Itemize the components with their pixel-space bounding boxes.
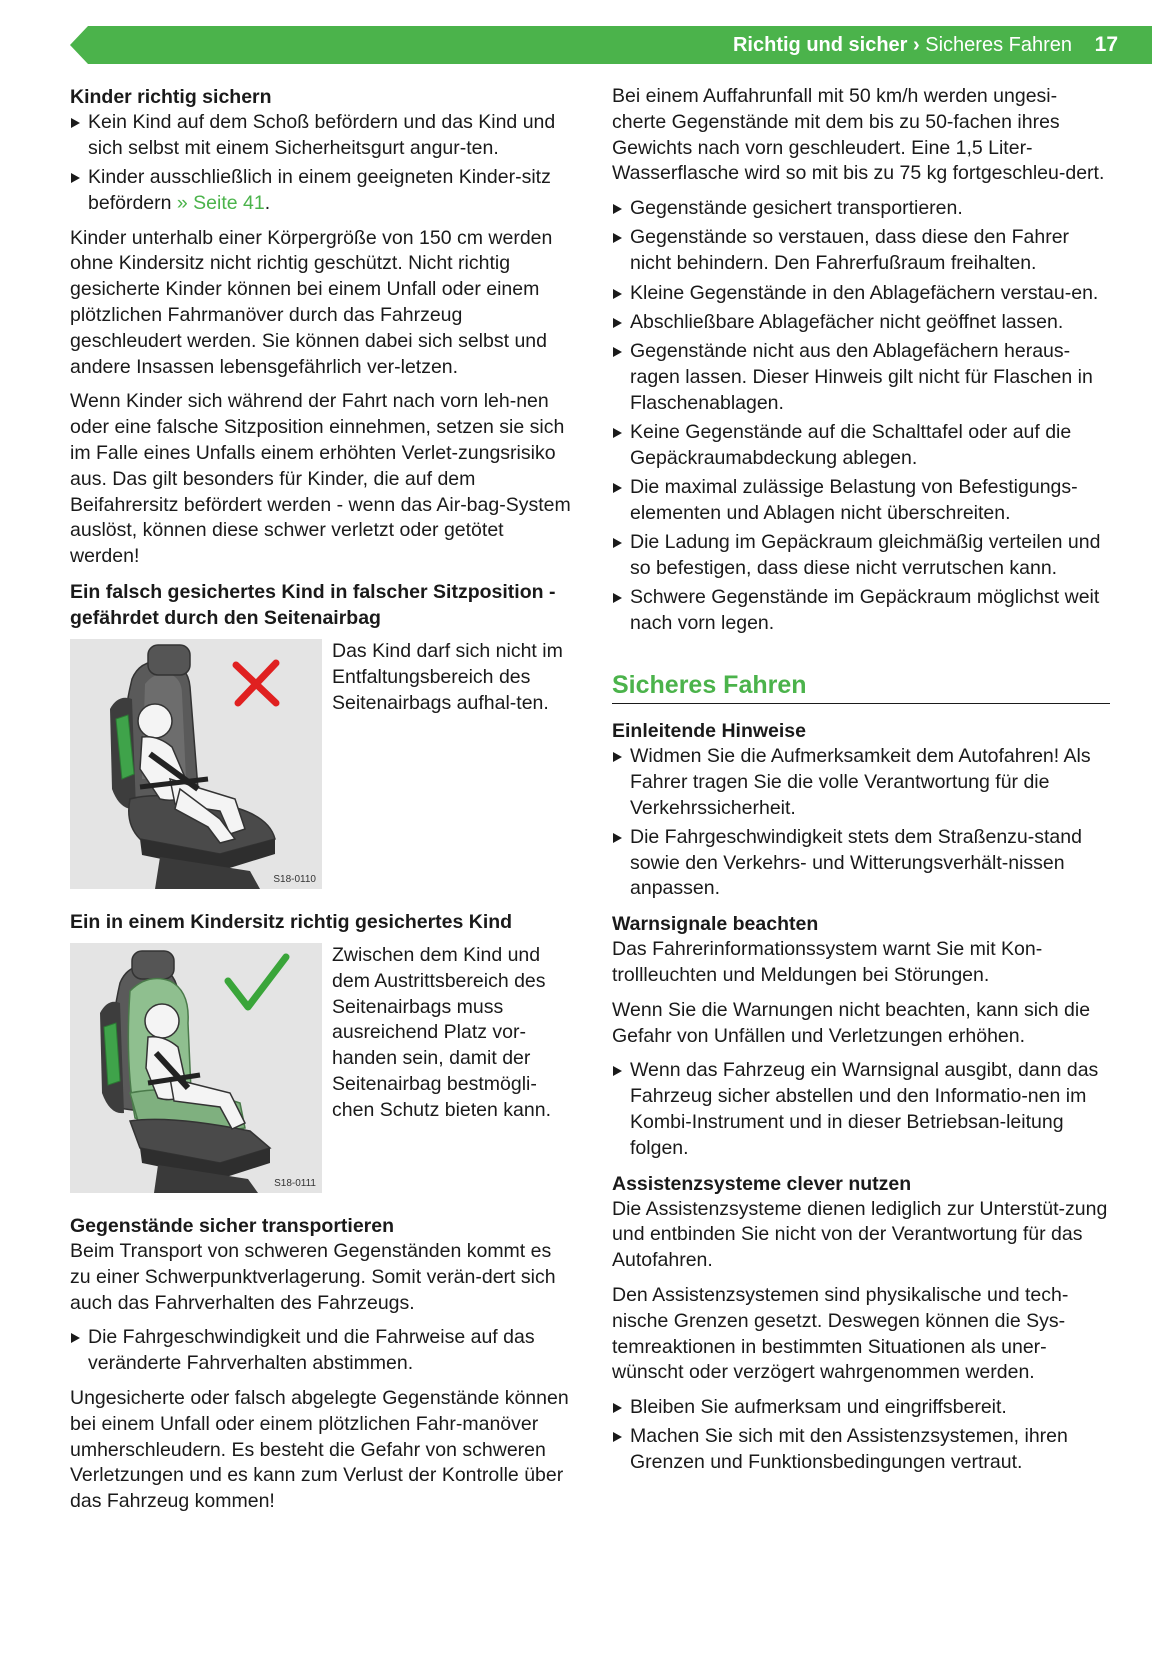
list-item	[612, 281, 1110, 307]
section-title-sicheres-fahren: Sicheres Fahren	[612, 669, 1110, 704]
triangle-bullet-icon	[613, 428, 622, 438]
assist-paragraph-1: Die Assistenzsysteme dienen lediglich zur Unterstüt-zung und entbinden Sie nicht von der Verantwortung für das Autofahren.	[612, 1197, 1108, 1272]
kinder-bullet-list	[70, 110, 574, 217]
warn-heading: Warnsignale beachten	[612, 913, 819, 936]
triangle-bullet-icon	[613, 1066, 622, 1076]
left-column	[70, 84, 574, 1524]
figure-2-text: Zwischen dem Kind und dem Austrittsbereich des Seitenairbags muss ausreichend Platz vor-handen sein, damit der Seitenairbag bestmögli-chen Schutz bieten kann.	[332, 944, 551, 1121]
header-chapter: Richtig und sicher	[732, 34, 908, 56]
bullet-text: Die Ladung im Gepäckraum gleichmäßig verteilen und so befestigen, dass diese nicht verrutschen kann.	[630, 531, 1101, 580]
bullet-text: Abschließbare Ablagefächer nicht geöffnet lassen.	[630, 310, 1064, 333]
check-mark-icon	[228, 957, 286, 1007]
list-item	[612, 585, 1110, 637]
bullet-text: Kein Kind auf dem Schoß befördern und das Kind und sich selbst mit einem Sicherheitsgurt angur-ten.	[88, 111, 556, 159]
warn-paragraph-2: Wenn Sie die Warnungen nicht beachten, kann sich die Gefahr von Unfällen und Verletzungen erhöhen.	[612, 998, 1091, 1047]
figure-2-code: S18-0111	[274, 1178, 316, 1190]
triangle-bullet-icon	[71, 1333, 80, 1343]
bullet-text: Kinder ausschließlich in einem geeigneten Kinder-sitz befördern	[88, 166, 551, 214]
list-item	[612, 225, 1110, 277]
bullet-text: Kleine Gegenstände in den Ablagefächern verstau-en.	[630, 281, 1099, 304]
assist-heading: Assistenzsysteme clever nutzen	[612, 1172, 912, 1195]
bullet-text: Widmen Sie die Aufmerksamkeit dem Autofahren! Als Fahrer tragen Sie die volle Verantwortung für die Verkehrssicherheit.	[630, 744, 1091, 819]
triangle-bullet-icon	[71, 173, 80, 183]
bullet-text-end: .	[264, 191, 271, 214]
transport-heading: Gegenstände sicher transportieren	[70, 1215, 395, 1238]
list-item	[70, 165, 574, 217]
seat-child-wrong-illustration	[70, 639, 322, 889]
triangle-bullet-icon	[613, 538, 622, 548]
page-41-link[interactable]: » Seite 41	[176, 191, 265, 214]
list-item	[612, 1424, 1110, 1476]
bullet-text: Die Fahrgeschwindigkeit und die Fahrweise auf das veränderte Fahrverhalten abstimmen.	[88, 1326, 535, 1375]
warn-bullet-list	[612, 1058, 1110, 1161]
list-item	[612, 744, 1110, 821]
right-column	[612, 84, 1110, 1485]
intro-paragraph: Bei einem Auffahrunfall mit 50 km/h werden ungesi-cherte Gegenstände mit dem bis zu 50-fachen ihres Gewichts nach vorn geschleudert. Eine 1,5 Liter-Wasserflasche wird so mit bis zu 75 kg fortgeschleu-dert.	[612, 85, 1105, 185]
assist-paragraph-2: Den Assistenzsystemen sind physikalische und tech-nische Grenzen gesetzt. Deswegen können die Sys-temreaktionen in bestimmten Situationen als uner-wünscht oder verzögert wahrgenommen werden.	[612, 1283, 1069, 1384]
kinder-heading: Kinder richtig sichern	[70, 86, 272, 108]
list-item	[612, 475, 1110, 527]
bullet-text: Schwere Gegenstände im Gepäckraum möglichst weit nach vorn legen.	[630, 586, 1100, 635]
triangle-bullet-icon	[613, 1403, 622, 1413]
list-item	[612, 1058, 1110, 1161]
assist-bullet-list	[612, 1395, 1110, 1476]
triangle-bullet-icon	[613, 483, 622, 493]
figure-1-text: Das Kind darf sich nicht im Entfaltungsbereich des Seitenairbags aufhal-ten.	[332, 640, 563, 714]
list-item	[612, 825, 1110, 902]
triangle-bullet-icon	[613, 204, 622, 214]
seat-child-right-illustration	[70, 943, 322, 1193]
figure-2	[70, 943, 574, 1199]
figure-2-caption: Ein in einem Kindersitz richtig gesichertes Kind	[70, 911, 513, 934]
bullet-text: Wenn das Fahrzeug ein Warnsignal ausgibt, dann das Fahrzeug sicher abstellen und den Informatio-nen im Kombi-Instrument und in dieser Betriebsan-leitung folgen.	[630, 1059, 1099, 1159]
triangle-bullet-icon	[71, 118, 80, 128]
list-item	[612, 196, 1110, 222]
list-item	[612, 420, 1110, 472]
bullet-text: Machen Sie sich mit den Assistenzsystemen, ihren Grenzen und Funktionsbedingungen vertraut.	[630, 1425, 1068, 1474]
transport-paragraph-2: Ungesicherte oder falsch abgelegte Gegenstände können bei einem Unfall oder einem plötzlichen Fahr-manöver umherschleudern. Es besteht die Gefahr von schweren Verletzungen und es kann zum Verlust der Kontrolle über das Fahrzeug kommen!	[70, 1387, 569, 1513]
transport-paragraph-1: Beim Transport von schweren Gegenständen kommt es zu einer Schwerpunktverlagerung. Somit verän-dert sich auch das Fahrverhalten des Fahrzeugs.	[70, 1240, 556, 1314]
einleitende-heading: Einleitende Hinweise	[612, 719, 806, 742]
bullet-text: Die maximal zulässige Belastung von Befestigungs-elementen und Ablagen nicht überschreiten.	[630, 476, 1078, 524]
list-item	[612, 1395, 1110, 1421]
cross-mark-icon	[236, 663, 276, 703]
list-item	[70, 110, 574, 162]
bullet-text: Die Fahrgeschwindigkeit stets dem Straßenzu-stand sowie den Verkehrs- und Witterungsverhält-nissen anpassen.	[630, 825, 1082, 900]
header-breadcrumb	[733, 34, 1072, 57]
figure-1	[70, 639, 574, 895]
triangle-bullet-icon	[613, 1432, 622, 1442]
figure-1-caption: Ein falsch gesichertes Kind in falscher Sitzposition - gefährdet durch den Seitenairbag	[70, 581, 556, 630]
figure-2-image	[70, 943, 322, 1193]
triangle-bullet-icon	[613, 233, 622, 243]
header-section: Sicheres Fahren	[925, 34, 1072, 56]
bullet-text: Bleiben Sie aufmerksam und eingriffsbereit.	[630, 1396, 1007, 1419]
triangle-bullet-icon	[613, 318, 622, 328]
einleitende-bullet-list	[612, 744, 1110, 902]
figure-1-image	[70, 639, 322, 889]
warn-paragraph-1: Das Fahrerinformationssystem warnt Sie mit Kon-trollleuchten und Meldungen bei Störungen.	[612, 938, 1043, 987]
bullet-text: Gegenstände so verstauen, dass diese den Fahrer nicht behindern. Den Fahrerfußraum freihalten.	[630, 226, 1070, 275]
triangle-bullet-icon	[613, 593, 622, 603]
triangle-bullet-icon	[613, 289, 622, 299]
list-item	[70, 1325, 574, 1377]
figure-1-code: S18-0110	[273, 874, 316, 886]
header-separator: ›	[913, 34, 920, 56]
cargo-bullet-list	[612, 196, 1110, 637]
triangle-bullet-icon	[613, 833, 622, 843]
kinder-paragraph-1: Kinder unterhalb einer Körpergröße von 150 cm werden ohne Kindersitz nicht richtig geschützt. Nicht richtig gesicherte Kinder können bei einem Unfall oder einem plötzlichen Fahrmanöver durch das Fahrzeug geschleudert werden. Sie können dabei sich selbst und andere Insassen lebensgefährlich ver-letzen.	[70, 226, 553, 378]
bullet-text: Keine Gegenstände auf die Schalttafel oder auf die Gepäckraumabdeckung ablegen.	[630, 421, 1072, 469]
bullet-text: Gegenstände nicht aus den Ablagefächern heraus-ragen lassen. Dieser Hinweis gilt nicht für Flaschen in Flaschenablagen.	[630, 340, 1093, 414]
list-item	[612, 310, 1110, 336]
list-item	[612, 530, 1110, 582]
list-item	[612, 339, 1110, 416]
triangle-bullet-icon	[613, 752, 622, 762]
bullet-text: Gegenstände gesichert transportieren.	[630, 197, 963, 220]
kinder-paragraph-2: Wenn Kinder sich während der Fahrt nach vorn leh-nen oder eine falsche Sitzposition einnehmen, setzen sie sich im Falle eines Unfalls einem erhöhten Verlet-zungsrisiko aus. Das gilt besonders für Kinder, die auf dem Beifahrersitz befördert werden - wenn das Air-bag-System auslöst, können diese schwer verletzt oder getötet werden!	[70, 390, 571, 568]
transport-bullet-list	[70, 1325, 574, 1377]
page-number: 17	[1094, 33, 1118, 56]
triangle-bullet-icon	[613, 347, 622, 357]
